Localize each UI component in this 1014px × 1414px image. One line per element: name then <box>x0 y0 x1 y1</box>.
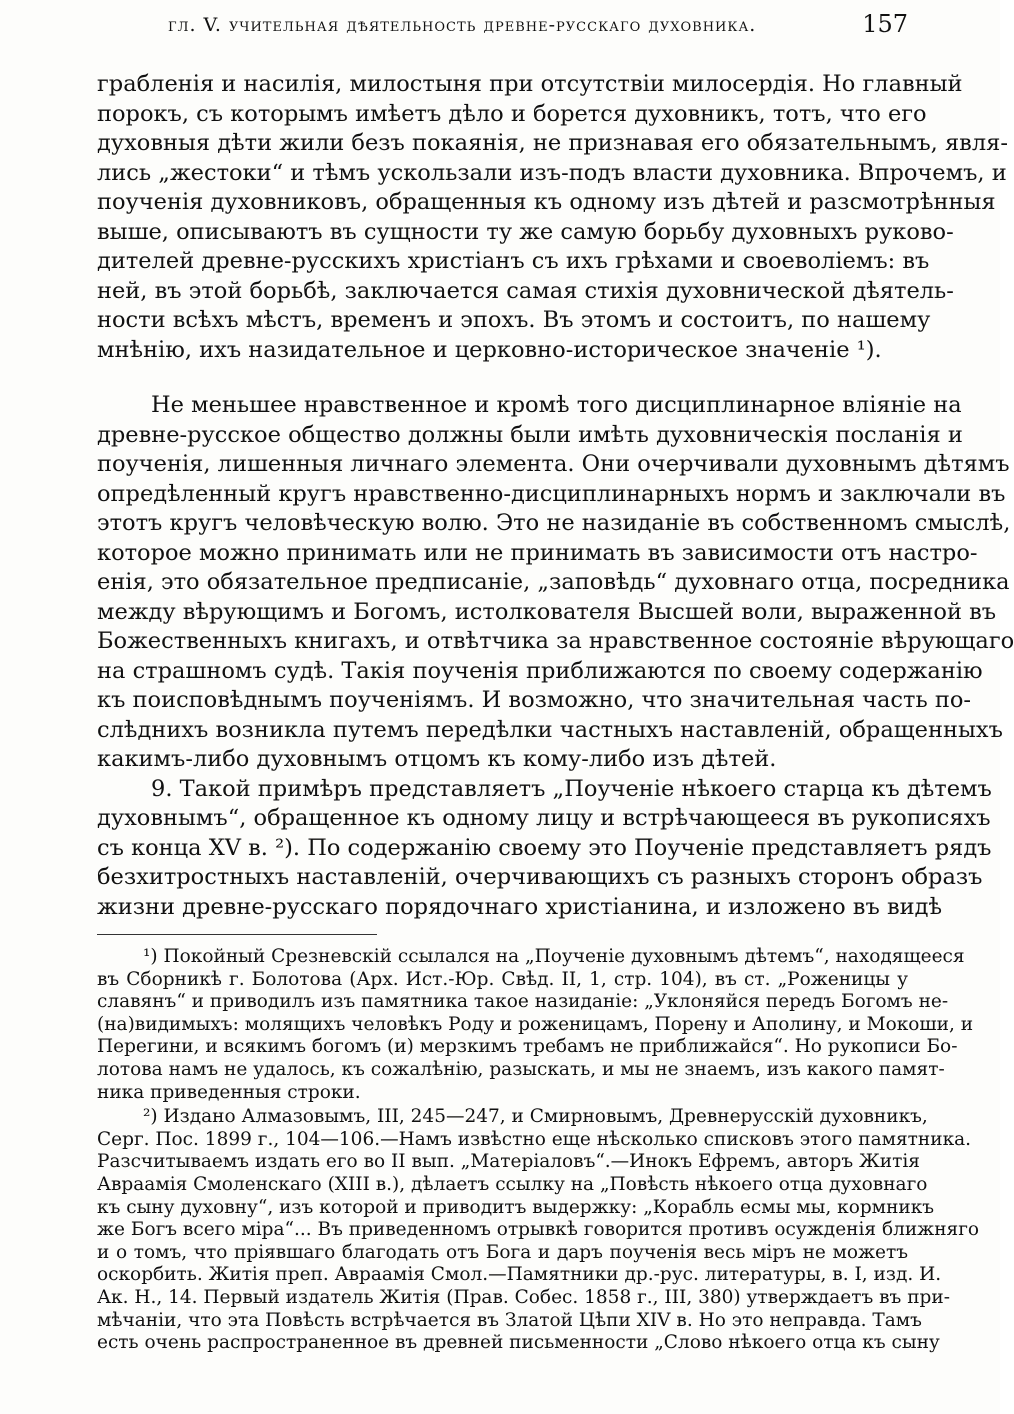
footnote-line: оскорбить. Житія преп. Авраамія Смол.—Памятники др.-рус. литературы, в. I, изд. И. <box>97 1264 942 1286</box>
text-line: этотъ кругъ человѣческую волю. Это не назиданіе въ собственномъ смыслѣ, <box>97 510 1011 536</box>
text-line: порокъ, съ которымъ имѣетъ дѣло и борется духовникъ, тотъ, что его <box>97 100 927 127</box>
text-line: ности всѣхъ мѣстъ, временъ и эпохъ. Въ этомъ и состоитъ, по нашему <box>97 307 931 333</box>
text-line: Не меньшее нравственное и кромѣ того дисциплинарное вліяніе на <box>151 392 962 418</box>
footnote-line: и о томъ, что пріявшаго благодать отъ Бога и даръ поученія весь міръ не можетъ <box>97 1241 908 1263</box>
text-line: ней, въ этой борьбѣ, заключается самая стихія духовнической дѣятель- <box>97 277 954 304</box>
text-line: опредѣленный кругъ нравственно-дисциплинарныхъ нормъ и заключали въ <box>97 480 1006 507</box>
footnote-line: есть очень распространенное въ древней письменности „Слово нѣкоего отца къ сыну <box>97 1332 940 1354</box>
text-line: 9. Такой примѣръ представляетъ „Поученіе нѣкоего старца къ дѣтемъ <box>151 775 992 802</box>
text-line: поученія духовниковъ, обращенныя къ одному изъ дѣтей и разсмотрѣнныя <box>97 189 996 215</box>
page-number: 157 <box>862 10 908 38</box>
footnote-line: лотова намъ не удалось, къ сожалѣнію, разыскать, и мы не знаемъ, изъ какого памят- <box>97 1058 945 1080</box>
text-line: которое можно принимать или не принимать въ зависимости отъ настро- <box>97 539 978 566</box>
text-line: Божественныхъ книгахъ, и отвѣтчика за нравственное состояніе вѣрующаго <box>97 628 1014 654</box>
text-line: къ поисповѣднымъ поученіямъ. И возможно, что значительная часть по- <box>97 687 972 713</box>
text-line: грабленія и насилія, милостыня при отсутствіи милосердія. Но главный <box>97 71 963 97</box>
footnote-line: мѣчаніи, что эта Повѣсть встрѣчается въ Златой Цѣпи XIV в. Но это неправда. Тамъ <box>97 1309 922 1331</box>
footnote-line: славянъ“ и приводилъ изъ памятника такое назиданіе: „Уклоняйся передъ Богомъ не- <box>97 991 949 1013</box>
footnote-line: Авраамія Смоленскаго (XIII в.), дѣлаетъ ссылку на „Повѣсть нѣкоего отца духовнаго <box>97 1173 928 1195</box>
footnotes <box>97 946 980 1355</box>
text-line: безхитростныхъ наставленій, очерчивающихъ съ разныхъ сторонъ образъ <box>97 864 983 890</box>
main-text <box>97 70 1014 922</box>
footnote-line: же Богъ всего міра“... Въ приведенномъ отрывкѣ говорится противъ осужденія ближняго <box>97 1219 980 1241</box>
footnote-line: Серг. Пос. 1899 г., 104—106.—Намъ извѣстно еще нѣсколько списковъ этого памятника. <box>97 1128 972 1150</box>
text-line: какимъ-либо духовнымъ отцомъ къ кому-либо изъ дѣтей. <box>97 746 777 772</box>
footnote-line: Перегини, и всякимъ богомъ (и) мерзкимъ требамъ не приближайся“. Но рукописи Бо- <box>97 1036 958 1058</box>
text-line: выше, описываютъ въ сущности ту же самую борьбу духовныхъ руково- <box>97 218 954 245</box>
text-line: мнѣнію, ихъ назидательное и церковно-историческое значеніе ¹). <box>97 336 882 363</box>
text-line: духовнымъ“, обращенное къ одному лицу и встрѣчающееся въ рукописяхъ <box>97 805 991 831</box>
footnote-line: въ Сборникѣ г. Болотова (Арх. Ист.-Юр. Свѣд. II, 1, стр. 104), въ ст. „Роженицы у <box>97 968 908 990</box>
text-line: древне-русское общество должны были имѣть духовническія посланія и <box>97 421 963 448</box>
text-line: жизни древне-русскаго порядочнаго христіанина, и изложено въ видѣ <box>97 893 943 920</box>
footnote-line: ²) Издано Алмазовымъ, III, 245—247, и Смирновымъ, Древнерусскій духовникъ, <box>143 1106 928 1128</box>
text-line: лись „жестоки“ и тѣмъ ускользали изъ-подъ власти духовника. Впрочемъ, и <box>97 159 1007 186</box>
text-line: слѣднихъ возникла путемъ передѣлки частныхъ наставленій, обращенныхъ <box>97 716 1003 743</box>
running-head <box>168 10 908 38</box>
footnote-divider <box>97 934 377 935</box>
footnote-line: (на)видимыхъ: молящихъ человѣкъ Роду и роженицамъ, Порену и Аполину, и Мокоши, и <box>97 1013 974 1035</box>
text-line: духовныя дѣти жили безъ покаянія, не признавая его обязательнымъ, явля- <box>97 130 1008 156</box>
footnote-line: ¹) Покойный Срезневскій ссылался на „Поученіе духовнымъ дѣтемъ“, находящееся <box>143 946 965 967</box>
text-line: на страшномъ судѣ. Такія поученія приближаются по своему содержанію <box>97 657 983 684</box>
paragraph-gap <box>97 365 908 391</box>
text-line: дителей древне-русскихъ христіанъ съ ихъ грѣхами и своеволіемъ: въ <box>97 248 930 274</box>
running-head-title: гл. V. учительная дѣятельность древне-русскаго духовника. <box>168 14 757 36</box>
footnote-line: къ сыну духовну“, изъ которой и приводитъ выдержку: „Корабль есмы мы, кормникъ <box>97 1196 935 1218</box>
text-line: съ конца XV в. ²). По содержанію своему это Поученіе представляетъ рядъ <box>97 834 992 861</box>
text-line: поученія, лишенныя личнаго элемента. Они очерчивали духовнымъ дѣтямъ <box>97 451 1010 477</box>
text-line: енія, это обязательное предписаніе, „заповѣдь“ духовнаго отца, посредника <box>97 569 1010 595</box>
footnote-line: Разсчитываемъ издать его во II вып. „Матеріаловъ“.—Инокъ Ефремъ, авторъ Житія <box>97 1151 920 1173</box>
footnote-line: ника приведенныя строки. <box>97 1081 361 1103</box>
footnote-line: Ак. Н., 14. Первый издатель Житія (Прав. Собес. 1858 г., III, 380) утверждаетъ въ при- <box>97 1286 950 1308</box>
text-line: между вѣрующимъ и Богомъ, истолкователя Высшей воли, выраженной въ <box>97 598 997 625</box>
